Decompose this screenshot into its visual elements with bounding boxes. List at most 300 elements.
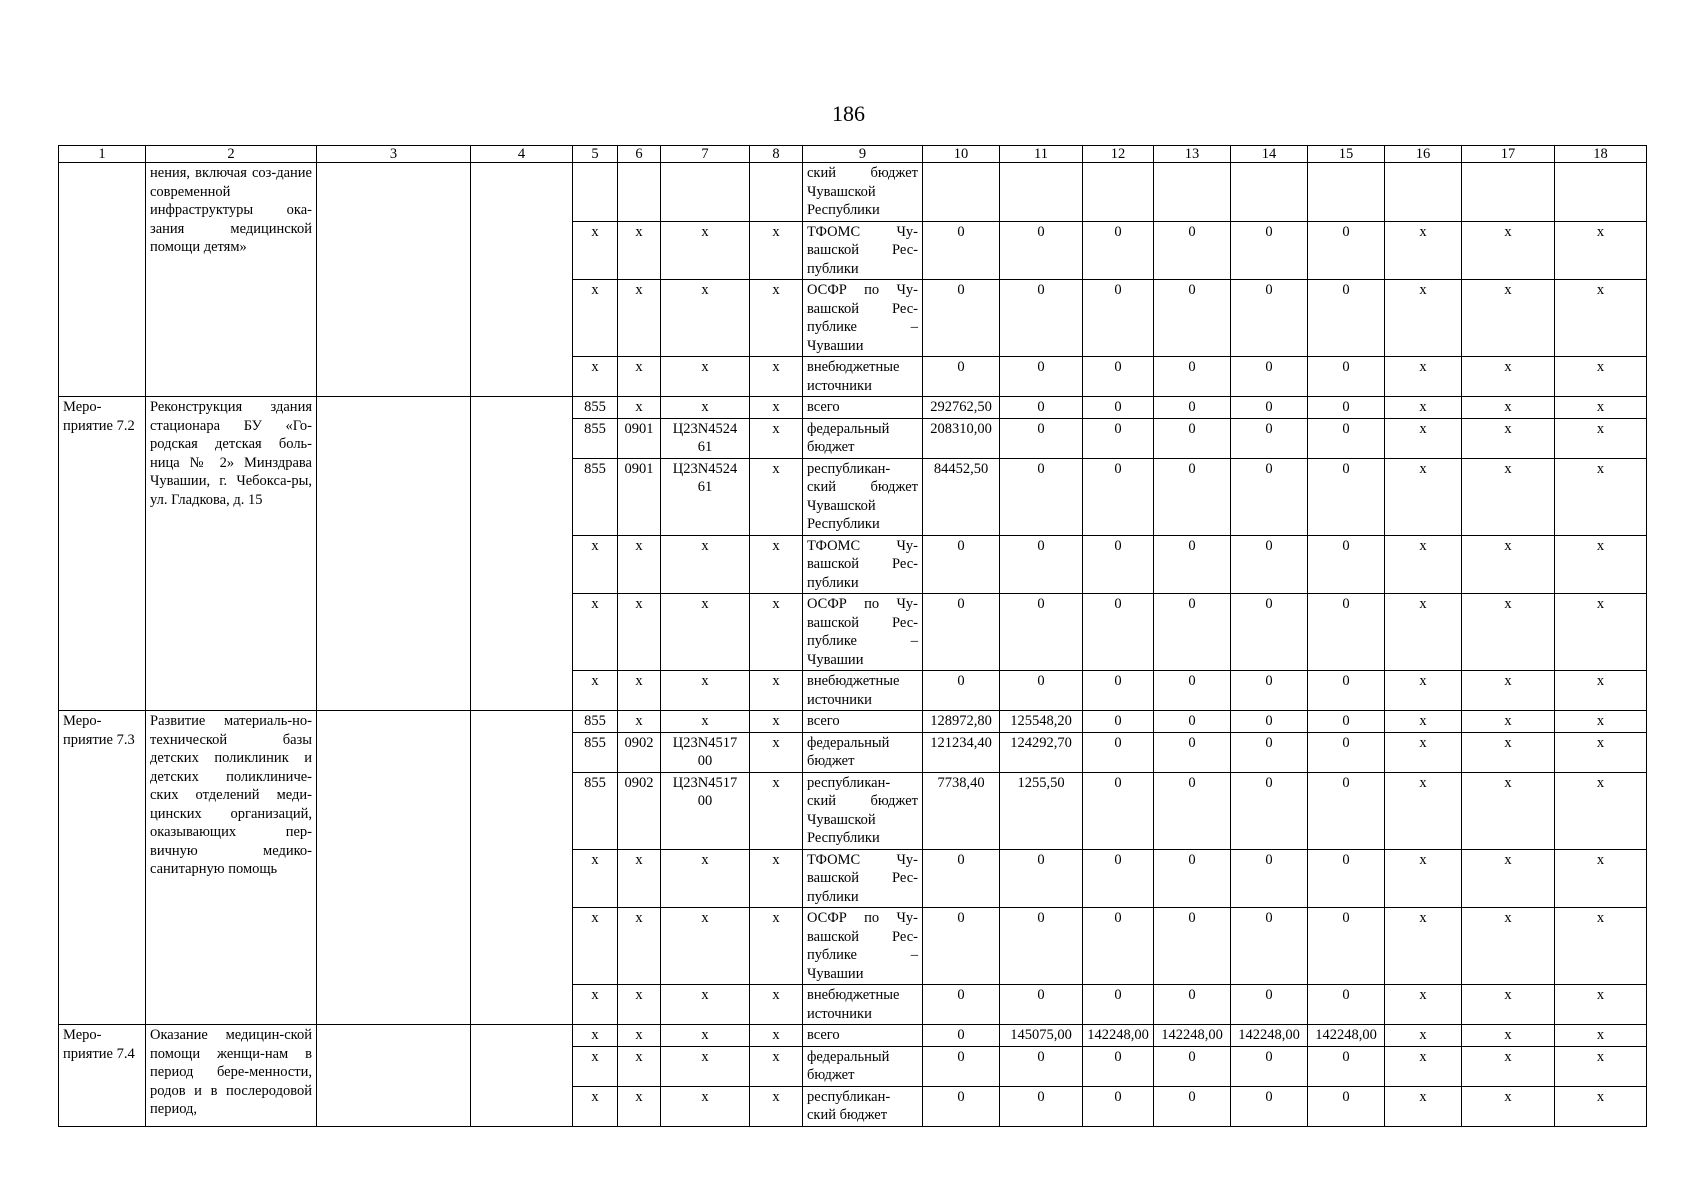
code-cell-col-6: х xyxy=(618,671,661,711)
code-cell-col-5: х xyxy=(573,221,618,280)
code-cell-col-8: х xyxy=(750,357,803,397)
value-cell-col-18: х xyxy=(1555,711,1647,733)
value-cell-col-15: 0 xyxy=(1308,221,1385,280)
code-cell-col-8: х xyxy=(750,458,803,535)
funding-source: ТФОМС Чу-вашской Рес-публики xyxy=(803,849,923,908)
code-cell-col-7: х xyxy=(661,280,750,357)
header-cell-11: 11 xyxy=(1000,146,1083,163)
value-cell-col-16: х xyxy=(1385,711,1462,733)
value-cell-col-18: х xyxy=(1555,221,1647,280)
value-cell-col-13: 0 xyxy=(1154,772,1231,849)
budget-table-body xyxy=(59,146,1647,1127)
value-cell-col-11: 125548,20 xyxy=(1000,711,1083,733)
value-cell-col-14: 0 xyxy=(1231,908,1308,985)
value-cell-col-11: 0 xyxy=(1000,849,1083,908)
value-cell-col-12: 0 xyxy=(1083,594,1154,671)
value-cell-col-11: 0 xyxy=(1000,221,1083,280)
code-cell-col-5: х xyxy=(573,671,618,711)
value-cell-col-17: х xyxy=(1462,1046,1555,1086)
code-cell-col-5: 855 xyxy=(573,458,618,535)
value-cell-col-10: 0 xyxy=(923,908,1000,985)
value-cell-col-14: 0 xyxy=(1231,732,1308,772)
value-cell-col-18: х xyxy=(1555,985,1647,1025)
value-cell-col-17: х xyxy=(1462,418,1555,458)
table-row xyxy=(59,1025,1647,1047)
value-cell-col-17: х xyxy=(1462,1025,1555,1047)
value-cell-col-13: 0 xyxy=(1154,357,1231,397)
code-cell-col-8: х xyxy=(750,908,803,985)
value-cell-col-17: х xyxy=(1462,908,1555,985)
header-cell-17: 17 xyxy=(1462,146,1555,163)
header-cell-2: 2 xyxy=(146,146,317,163)
value-cell-col-16: х xyxy=(1385,671,1462,711)
value-cell-col-16: х xyxy=(1385,594,1462,671)
value-cell-col-13: 0 xyxy=(1154,908,1231,985)
value-cell-col-15: 0 xyxy=(1308,711,1385,733)
value-cell-col-18: х xyxy=(1555,280,1647,357)
value-cell-col-12: 142248,00 xyxy=(1083,1025,1154,1047)
value-cell-col-14: 0 xyxy=(1231,711,1308,733)
value-cell-col-18 xyxy=(1555,163,1647,222)
value-cell-col-11: 0 xyxy=(1000,418,1083,458)
value-cell-col-14: 0 xyxy=(1231,458,1308,535)
value-cell-col-15: 0 xyxy=(1308,594,1385,671)
value-cell-col-16: х xyxy=(1385,418,1462,458)
value-cell-col-10: 0 xyxy=(923,594,1000,671)
value-cell-col-17: х xyxy=(1462,357,1555,397)
measure-label: Меро-приятие 7.4 xyxy=(59,1025,146,1127)
value-cell-col-13: 0 xyxy=(1154,221,1231,280)
measure-label xyxy=(59,163,146,397)
code-cell-col-8: х xyxy=(750,732,803,772)
value-cell-col-17: х xyxy=(1462,985,1555,1025)
value-cell-col-12: 0 xyxy=(1083,985,1154,1025)
value-cell-col-18: х xyxy=(1555,458,1647,535)
value-cell-col-13: 0 xyxy=(1154,594,1231,671)
value-cell-col-17: х xyxy=(1462,221,1555,280)
value-cell-col-18: х xyxy=(1555,849,1647,908)
header-cell-1: 1 xyxy=(59,146,146,163)
code-cell-col-6: х xyxy=(618,280,661,357)
code-cell-col-5: 855 xyxy=(573,418,618,458)
value-cell-col-11: 0 xyxy=(1000,985,1083,1025)
code-cell-col-6: х xyxy=(618,908,661,985)
value-cell-col-14: 0 xyxy=(1231,849,1308,908)
code-cell-col-5: х xyxy=(573,849,618,908)
code-cell-col-6: 0901 xyxy=(618,418,661,458)
value-cell-col-17: х xyxy=(1462,458,1555,535)
value-cell-col-13: 0 xyxy=(1154,732,1231,772)
value-cell-col-12: 0 xyxy=(1083,280,1154,357)
header-cell-4: 4 xyxy=(471,146,573,163)
code-cell-col-7: Ц23N4517 00 xyxy=(661,772,750,849)
funding-source: всего xyxy=(803,397,923,419)
code-cell-col-7: х xyxy=(661,357,750,397)
code-cell-col-8: х xyxy=(750,849,803,908)
value-cell-col-12: 0 xyxy=(1083,418,1154,458)
code-cell-col-8: х xyxy=(750,221,803,280)
measure-description: нения, включая соз-дание современной инфраструктуры ока-зания медицинской помощи детям» xyxy=(146,163,317,397)
value-cell-col-16: х xyxy=(1385,772,1462,849)
code-cell-col-7: х xyxy=(661,535,750,594)
value-cell-col-18: х xyxy=(1555,732,1647,772)
value-cell-col-18: х xyxy=(1555,594,1647,671)
table-row xyxy=(59,711,1647,733)
value-cell-col-14: 0 xyxy=(1231,594,1308,671)
value-cell-col-16: х xyxy=(1385,221,1462,280)
value-cell-col-10: 0 xyxy=(923,671,1000,711)
funding-source: ТФОМС Чу-вашской Рес-публики xyxy=(803,221,923,280)
value-cell-col-13: 0 xyxy=(1154,458,1231,535)
value-cell-col-14: 0 xyxy=(1231,357,1308,397)
code-cell-col-5: х xyxy=(573,535,618,594)
value-cell-col-11: 0 xyxy=(1000,535,1083,594)
value-cell-col-16: х xyxy=(1385,1086,1462,1126)
value-cell-col-10: 0 xyxy=(923,221,1000,280)
funding-source: ОСФР по Чу-вашской Рес-публике – Чувашии xyxy=(803,280,923,357)
header-cell-14: 14 xyxy=(1231,146,1308,163)
value-cell-col-17: х xyxy=(1462,535,1555,594)
responsible-executor-cell xyxy=(317,1025,471,1127)
value-cell-col-17: х xyxy=(1462,711,1555,733)
value-cell-col-15: 0 xyxy=(1308,357,1385,397)
header-cell-7: 7 xyxy=(661,146,750,163)
value-cell-col-14: 0 xyxy=(1231,1046,1308,1086)
value-cell-col-12: 0 xyxy=(1083,908,1154,985)
value-cell-col-14: 0 xyxy=(1231,397,1308,419)
funding-source: республикан-ский бюджет Чувашской Республики xyxy=(803,772,923,849)
value-cell-col-12: 0 xyxy=(1083,732,1154,772)
code-cell-col-7: х xyxy=(661,594,750,671)
value-cell-col-10: 121234,40 xyxy=(923,732,1000,772)
code-cell-col-8: х xyxy=(750,772,803,849)
header-cell-3: 3 xyxy=(317,146,471,163)
value-cell-col-15: 0 xyxy=(1308,280,1385,357)
funding-source: федеральный бюджет xyxy=(803,418,923,458)
code-cell-col-5: х xyxy=(573,1086,618,1126)
value-cell-col-10 xyxy=(923,163,1000,222)
value-cell-col-16: х xyxy=(1385,535,1462,594)
value-cell-col-12: 0 xyxy=(1083,1086,1154,1126)
value-cell-col-18: х xyxy=(1555,397,1647,419)
value-cell-col-15: 0 xyxy=(1308,418,1385,458)
value-cell-col-11: 0 xyxy=(1000,594,1083,671)
funding-source: всего xyxy=(803,1025,923,1047)
value-cell-col-18: х xyxy=(1555,772,1647,849)
value-cell-col-10: 0 xyxy=(923,1086,1000,1126)
value-cell-col-10: 0 xyxy=(923,535,1000,594)
value-cell-col-11: 145075,00 xyxy=(1000,1025,1083,1047)
value-cell-col-13 xyxy=(1154,163,1231,222)
value-cell-col-11: 0 xyxy=(1000,1086,1083,1126)
code-cell-col-6: х xyxy=(618,1086,661,1126)
code-cell-col-8: х xyxy=(750,1025,803,1047)
value-cell-col-16: х xyxy=(1385,985,1462,1025)
code-cell-col-8 xyxy=(750,163,803,222)
value-cell-col-18: х xyxy=(1555,1046,1647,1086)
code-cell-col-7: х xyxy=(661,1046,750,1086)
value-cell-col-13: 0 xyxy=(1154,418,1231,458)
header-cell-13: 13 xyxy=(1154,146,1231,163)
funding-source: ОСФР по Чу-вашской Рес-публике – Чувашии xyxy=(803,594,923,671)
value-cell-col-15: 0 xyxy=(1308,985,1385,1025)
header-cell-8: 8 xyxy=(750,146,803,163)
code-cell-col-7: х xyxy=(661,908,750,985)
code-cell-col-6: х xyxy=(618,711,661,733)
value-cell-col-12: 0 xyxy=(1083,671,1154,711)
code-cell-col-7 xyxy=(661,163,750,222)
value-cell-col-13: 0 xyxy=(1154,535,1231,594)
code-cell-col-7: х xyxy=(661,221,750,280)
code-cell-col-8: х xyxy=(750,1046,803,1086)
funding-source: федеральный бюджет xyxy=(803,732,923,772)
value-cell-col-10: 0 xyxy=(923,280,1000,357)
value-cell-col-17: х xyxy=(1462,280,1555,357)
code-cell-col-8: х xyxy=(750,985,803,1025)
value-cell-col-10: 0 xyxy=(923,985,1000,1025)
value-cell-col-14: 0 xyxy=(1231,221,1308,280)
code-cell-col-5: х xyxy=(573,1025,618,1047)
value-cell-col-13: 0 xyxy=(1154,985,1231,1025)
page-number: 186 xyxy=(832,101,865,126)
code-cell-col-8: х xyxy=(750,594,803,671)
funding-source: ский бюджет Чувашской Республики xyxy=(803,163,923,222)
code-cell-col-5: х xyxy=(573,1046,618,1086)
value-cell-col-13: 142248,00 xyxy=(1154,1025,1231,1047)
value-cell-col-18: х xyxy=(1555,357,1647,397)
value-cell-col-16: х xyxy=(1385,280,1462,357)
code-cell-col-5: х xyxy=(573,280,618,357)
value-cell-col-11: 0 xyxy=(1000,397,1083,419)
header-cell-16: 16 xyxy=(1385,146,1462,163)
value-cell-col-14: 142248,00 xyxy=(1231,1025,1308,1047)
value-cell-col-14: 0 xyxy=(1231,671,1308,711)
code-cell-col-6: х xyxy=(618,357,661,397)
value-cell-col-10: 84452,50 xyxy=(923,458,1000,535)
code-cell-col-6: х xyxy=(618,397,661,419)
value-cell-col-11: 0 xyxy=(1000,671,1083,711)
code-cell-col-6: х xyxy=(618,594,661,671)
code-cell-col-7: Ц23N4524 61 xyxy=(661,418,750,458)
value-cell-col-18: х xyxy=(1555,671,1647,711)
value-cell-col-11: 1255,50 xyxy=(1000,772,1083,849)
co-executor-cell xyxy=(471,163,573,397)
value-cell-col-15: 0 xyxy=(1308,535,1385,594)
value-cell-col-13: 0 xyxy=(1154,397,1231,419)
value-cell-col-14: 0 xyxy=(1231,535,1308,594)
co-executor-cell xyxy=(471,397,573,711)
value-cell-col-15: 0 xyxy=(1308,732,1385,772)
code-cell-col-5: х xyxy=(573,357,618,397)
value-cell-col-12: 0 xyxy=(1083,458,1154,535)
measure-description: Реконструкция здания стационара БУ «Го-родская детская боль-ница № 2» Минздрава Чувашии, г. Чебокса-ры, ул. Гладкова, д. 15 xyxy=(146,397,317,711)
value-cell-col-18: х xyxy=(1555,418,1647,458)
value-cell-col-10: 292762,50 xyxy=(923,397,1000,419)
header-cell-6: 6 xyxy=(618,146,661,163)
value-cell-col-11: 0 xyxy=(1000,1046,1083,1086)
funding-source: внебюджетные источники xyxy=(803,357,923,397)
value-cell-col-13: 0 xyxy=(1154,1046,1231,1086)
code-cell-col-8: х xyxy=(750,535,803,594)
value-cell-col-15: 0 xyxy=(1308,849,1385,908)
code-cell-col-5: 855 xyxy=(573,711,618,733)
value-cell-col-12: 0 xyxy=(1083,849,1154,908)
value-cell-col-10: 128972,80 xyxy=(923,711,1000,733)
code-cell-col-5: 855 xyxy=(573,397,618,419)
code-cell-col-8: х xyxy=(750,711,803,733)
code-cell-col-7: х xyxy=(661,397,750,419)
co-executor-cell xyxy=(471,1025,573,1127)
code-cell-col-8: х xyxy=(750,280,803,357)
value-cell-col-17: х xyxy=(1462,397,1555,419)
co-executor-cell xyxy=(471,711,573,1025)
value-cell-col-18: х xyxy=(1555,535,1647,594)
value-cell-col-16: х xyxy=(1385,732,1462,772)
code-cell-col-8: х xyxy=(750,418,803,458)
value-cell-col-11: 0 xyxy=(1000,280,1083,357)
funding-source: федеральный бюджет xyxy=(803,1046,923,1086)
value-cell-col-15: 0 xyxy=(1308,671,1385,711)
value-cell-col-10: 0 xyxy=(923,1025,1000,1047)
value-cell-col-11 xyxy=(1000,163,1083,222)
value-cell-col-12: 0 xyxy=(1083,1046,1154,1086)
value-cell-col-10: 0 xyxy=(923,849,1000,908)
value-cell-col-15: 0 xyxy=(1308,458,1385,535)
value-cell-col-12: 0 xyxy=(1083,772,1154,849)
value-cell-col-17: х xyxy=(1462,1086,1555,1126)
responsible-executor-cell xyxy=(317,163,471,397)
value-cell-col-15 xyxy=(1308,163,1385,222)
value-cell-col-10: 0 xyxy=(923,357,1000,397)
value-cell-col-11: 0 xyxy=(1000,458,1083,535)
funding-source: внебюджетные источники xyxy=(803,985,923,1025)
value-cell-col-16: х xyxy=(1385,458,1462,535)
value-cell-col-18: х xyxy=(1555,908,1647,985)
table-row xyxy=(59,163,1647,222)
code-cell-col-7: х xyxy=(661,1086,750,1126)
code-cell-col-5: 855 xyxy=(573,772,618,849)
code-cell-col-5: 855 xyxy=(573,732,618,772)
value-cell-col-13: 0 xyxy=(1154,1086,1231,1126)
value-cell-col-10: 208310,00 xyxy=(923,418,1000,458)
code-cell-col-7: х xyxy=(661,849,750,908)
code-cell-col-6: х xyxy=(618,535,661,594)
value-cell-col-12: 0 xyxy=(1083,357,1154,397)
funding-source: ТФОМС Чу-вашской Рес-публики xyxy=(803,535,923,594)
value-cell-col-14: 0 xyxy=(1231,280,1308,357)
value-cell-col-17: х xyxy=(1462,594,1555,671)
code-cell-col-7: х xyxy=(661,985,750,1025)
value-cell-col-16: х xyxy=(1385,908,1462,985)
header-cell-10: 10 xyxy=(923,146,1000,163)
code-cell-col-6: х xyxy=(618,849,661,908)
measure-label: Меро-приятие 7.3 xyxy=(59,711,146,1025)
funding-source: республикан-ский бюджет Чувашской Республики xyxy=(803,458,923,535)
value-cell-col-12: 0 xyxy=(1083,711,1154,733)
value-cell-col-16: х xyxy=(1385,357,1462,397)
value-cell-col-15: 0 xyxy=(1308,1046,1385,1086)
code-cell-col-8: х xyxy=(750,671,803,711)
table-row xyxy=(59,397,1647,419)
header-cell-12: 12 xyxy=(1083,146,1154,163)
funding-source: ОСФР по Чу-вашской Рес-публике – Чувашии xyxy=(803,908,923,985)
value-cell-col-14: 0 xyxy=(1231,985,1308,1025)
code-cell-col-8: х xyxy=(750,1086,803,1126)
value-cell-col-15: 0 xyxy=(1308,772,1385,849)
code-cell-col-6: х xyxy=(618,985,661,1025)
code-cell-col-6 xyxy=(618,163,661,222)
value-cell-col-18: х xyxy=(1555,1086,1647,1126)
measure-label: Меро-приятие 7.2 xyxy=(59,397,146,711)
value-cell-col-13: 0 xyxy=(1154,671,1231,711)
code-cell-col-5: х xyxy=(573,908,618,985)
value-cell-col-15: 0 xyxy=(1308,908,1385,985)
code-cell-col-7: Ц23N4517 00 xyxy=(661,732,750,772)
code-cell-col-5: х xyxy=(573,985,618,1025)
code-cell-col-6: х xyxy=(618,221,661,280)
value-cell-col-16: х xyxy=(1385,1046,1462,1086)
budget-table xyxy=(58,145,1647,1127)
code-cell-col-6: х xyxy=(618,1025,661,1047)
responsible-executor-cell xyxy=(317,397,471,711)
value-cell-col-16: х xyxy=(1385,1025,1462,1047)
value-cell-col-12: 0 xyxy=(1083,535,1154,594)
value-cell-col-17: х xyxy=(1462,772,1555,849)
value-cell-col-17: х xyxy=(1462,849,1555,908)
value-cell-col-11: 124292,70 xyxy=(1000,732,1083,772)
header-cell-18: 18 xyxy=(1555,146,1647,163)
value-cell-col-12: 0 xyxy=(1083,397,1154,419)
value-cell-col-17: х xyxy=(1462,732,1555,772)
value-cell-col-18: х xyxy=(1555,1025,1647,1047)
value-cell-col-10: 7738,40 xyxy=(923,772,1000,849)
code-cell-col-6: 0901 xyxy=(618,458,661,535)
value-cell-col-14: 0 xyxy=(1231,1086,1308,1126)
value-cell-col-13: 0 xyxy=(1154,280,1231,357)
value-cell-col-11: 0 xyxy=(1000,908,1083,985)
code-cell-col-8: х xyxy=(750,397,803,419)
value-cell-col-14 xyxy=(1231,163,1308,222)
value-cell-col-15: 0 xyxy=(1308,397,1385,419)
responsible-executor-cell xyxy=(317,711,471,1025)
code-cell-col-6: х xyxy=(618,1046,661,1086)
measure-description: Развитие материаль-но-технической базы детских поликлиник и детских поликлиниче-ских отделений меди-цинских организаций, оказывающих пер-вичную медико-санитарную помощь xyxy=(146,711,317,1025)
value-cell-col-16: х xyxy=(1385,849,1462,908)
value-cell-col-11: 0 xyxy=(1000,357,1083,397)
funding-source: республикан-ский бюджет xyxy=(803,1086,923,1126)
value-cell-col-13: 0 xyxy=(1154,711,1231,733)
code-cell-col-7: Ц23N4524 61 xyxy=(661,458,750,535)
code-cell-col-7: х xyxy=(661,671,750,711)
header-cell-15: 15 xyxy=(1308,146,1385,163)
code-cell-col-5: х xyxy=(573,594,618,671)
value-cell-col-13: 0 xyxy=(1154,849,1231,908)
code-cell-col-6: 0902 xyxy=(618,772,661,849)
code-cell-col-7: х xyxy=(661,1025,750,1047)
value-cell-col-15: 0 xyxy=(1308,1086,1385,1126)
header-row xyxy=(59,146,1647,163)
value-cell-col-10: 0 xyxy=(923,1046,1000,1086)
funding-source: внебюджетные источники xyxy=(803,671,923,711)
funding-source: всего xyxy=(803,711,923,733)
value-cell-col-17: х xyxy=(1462,671,1555,711)
value-cell-col-17 xyxy=(1462,163,1555,222)
value-cell-col-14: 0 xyxy=(1231,772,1308,849)
code-cell-col-7: х xyxy=(661,711,750,733)
value-cell-col-15: 142248,00 xyxy=(1308,1025,1385,1047)
value-cell-col-16 xyxy=(1385,163,1462,222)
value-cell-col-12: 0 xyxy=(1083,221,1154,280)
